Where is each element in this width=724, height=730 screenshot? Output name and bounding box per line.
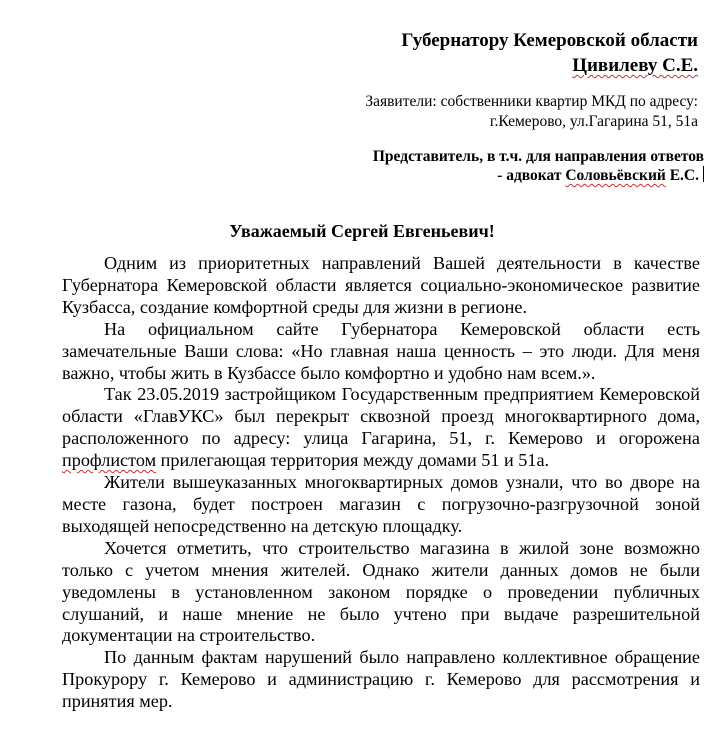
- letter-body: [62, 253, 700, 713]
- paragraph-6: По данным фактам нарушений было направлено коллективное обращение Прокурору г. Кемерово и администрацию г. Кемерово для рассмотрения и принятия мер.: [62, 647, 700, 712]
- paragraph-5: Хочется отметить, что строительство магазина в жилой зоне возможно только с учетом мнения жителей. Однако жители данных домов не были уведомлены в установленном законом порядке о проведении публичных слушаний, и наше мнение не было учтено при выдаче разрешительной документации на строительство.: [62, 537, 700, 646]
- representative-initials: Е.С.: [665, 167, 699, 184]
- applicants-block: [365, 92, 698, 132]
- addressee-name-text: Цивилеву С.Е.: [572, 55, 698, 76]
- greeting: Уважаемый Сергей Евгеньевич!: [229, 221, 495, 241]
- text-cursor: [703, 166, 704, 182]
- representative-surname: Соловьёвский: [565, 167, 666, 184]
- representative-title: Представитель, в т.ч. для направления ответов: [372, 148, 704, 165]
- applicants-line: Заявители: собственники квартир МКД по адресу:: [365, 93, 698, 110]
- paragraph-3-start: Так 23.05.2019 застройщиком Государственным предприятием Кемеровской области «ГлавУКС» был перекрыт сквозной проезд многоквартирного дома, расположенного по адресу: улица Гагарина, 51, г. Кемерово и огорожена: [62, 384, 700, 449]
- paragraph-2: На официальном сайте Губернатора Кемеровской области есть замечательные Ваши слова: «Но главная наша ценность – это люди. Для меня важно, чтобы жить в Кузбассе было комфортно и удобно нам всем.».: [62, 318, 700, 383]
- representative-block: [373, 147, 704, 185]
- applicants-address: г.Кемерово, ул.Гагарина 51, 51а: [489, 113, 698, 130]
- representative-name: [373, 166, 704, 185]
- paragraph-3-flagged-word: профлистом: [62, 450, 157, 471]
- paragraph-3-end: прилегающая территория между домами 51 и 51а.: [156, 450, 550, 471]
- addressee-block: [401, 28, 698, 78]
- representative-prefix: - адвокат: [497, 167, 566, 184]
- paragraph-4: Жители вышеуказанных многоквартирных домов узнали, что во дворе на месте газона, будет построен магазин с погрузочно-разгрузочной зоной выходящей непосредственно на детскую площадку.: [62, 472, 700, 536]
- addressee-title: Губернатору Кемеровской области: [401, 30, 698, 51]
- paragraph-1: Одним из приоритетных направлений Вашей деятельности в качестве Губернатора Кемеровской области является социально-экономическое развитие Кузбасса, создание комфортной среды для жизни в регионе.: [62, 253, 700, 317]
- addressee-name: [401, 53, 698, 78]
- paragraph-3: [62, 384, 700, 472]
